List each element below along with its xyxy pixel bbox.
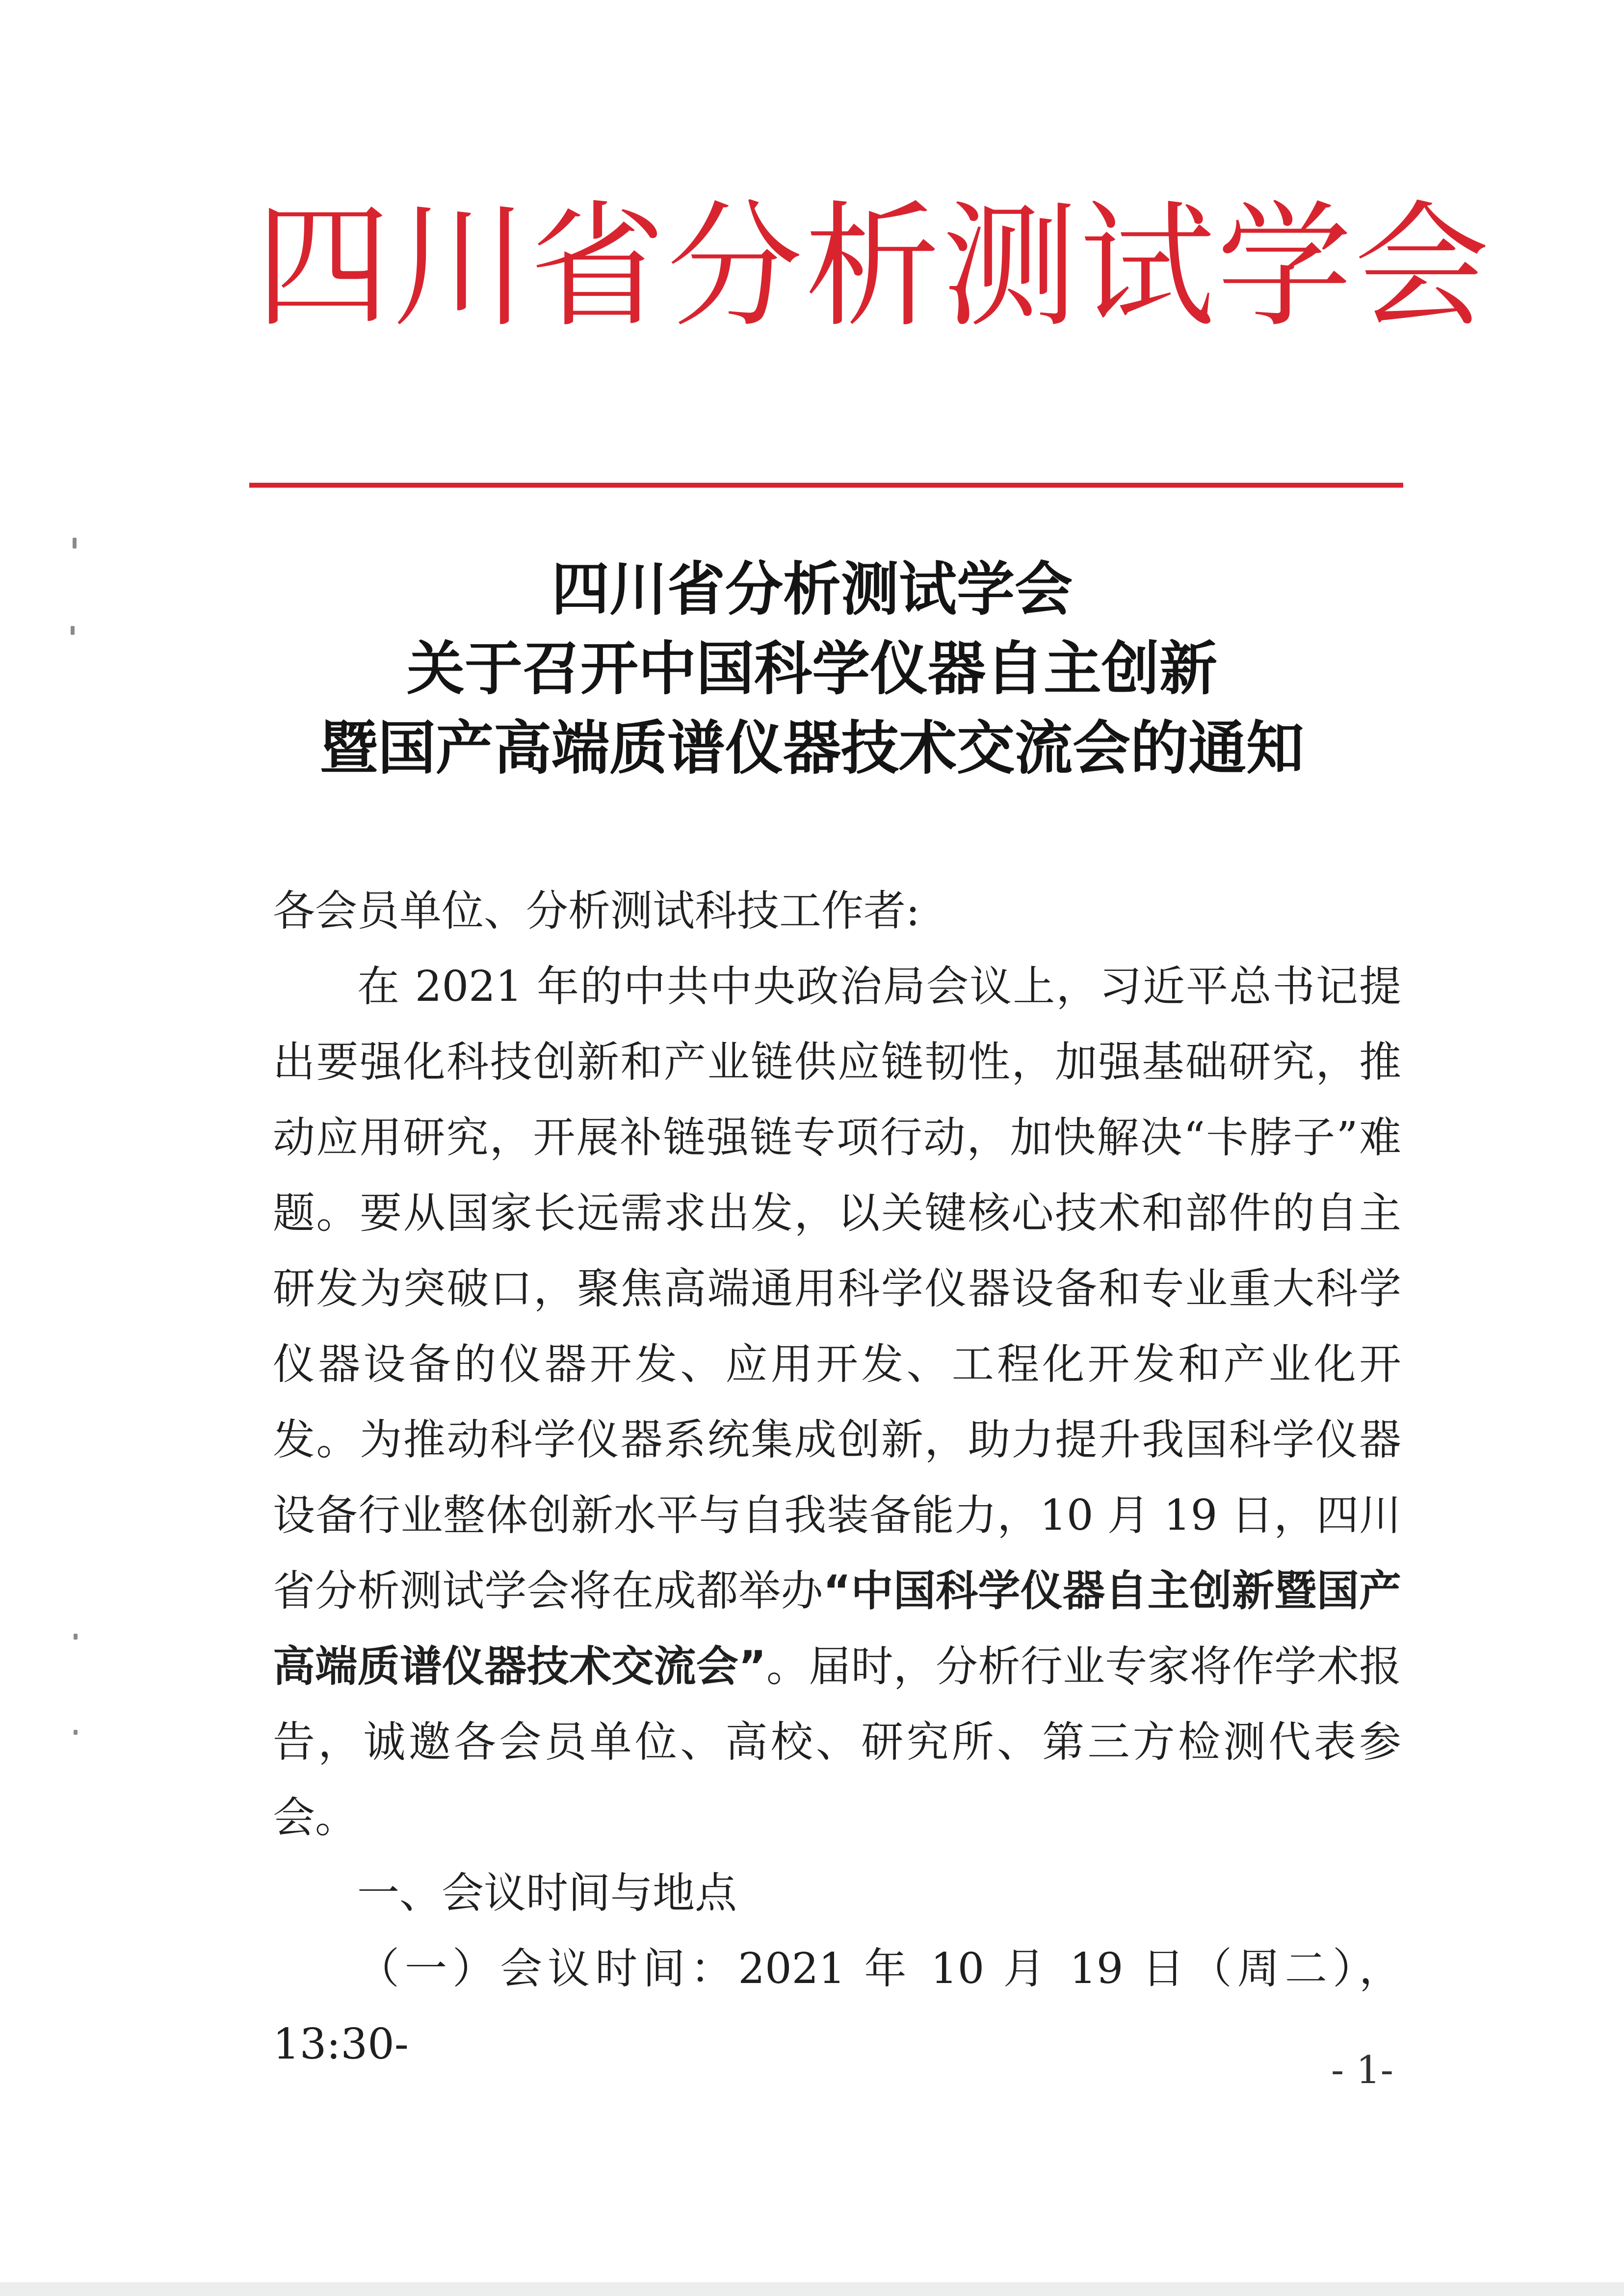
page-number: - 1- xyxy=(1331,2048,1393,2092)
paragraph-text: 在 2021 年的中共中央政治局会议上，习近平总书记提出要强化科技创新和产业链供应链韧性，加强基础研究，推动应用研究，开展补链强链专项行动，加快解决“卡脖子”难题。要从国家长远需求出发，以关键核心技术和部件的自主研发为突破口，聚焦高端通用科学仪器设备和专业重大科学仪器设备的仪器开发、应用开发、工程化开发和产业化开发。为推动科学仪器系统集成创新，助力提升我国科学仪器设备行业整体创新水平与自我装备能力，10 月 19 日，四川省分析测试学会将在成都举办 xyxy=(273,962,1401,1616)
title-line-2: 关于召开中国科学仪器自主创新 xyxy=(406,634,1217,703)
event-name-emphasis: “中国科学仪器自主创新暨国产高端质谱仪器技术交流会” xyxy=(273,1566,1401,1691)
section-heading-1: 一、会议时间与地点 xyxy=(357,1869,737,1918)
title-line-1: 四川省分析测试学会 xyxy=(551,555,1073,623)
salutation: 各会员单位、分析测试科技工作者: xyxy=(273,887,920,936)
title-line-3: 暨国产高端质谱仪器技术交流会的通知 xyxy=(319,714,1304,782)
scan-mark xyxy=(73,538,77,548)
scan-bottom-edge xyxy=(0,2282,1624,2296)
notice-body xyxy=(273,873,1401,2082)
scan-mark xyxy=(74,1634,78,1640)
notice-title xyxy=(206,549,1418,788)
red-header-rule xyxy=(249,483,1403,488)
meeting-time-item: （一）会议时间：2021 年 10 月 19 日（周二），13:30- xyxy=(273,1944,1401,2069)
masthead-title: 四川省分析测试学会 xyxy=(255,188,1492,346)
paragraph-text-continued: 。届时，分析行业专家将作学术报告，诚邀各会员单位、高校、研究所、第三方检测代表参会。 xyxy=(273,1642,1401,1842)
scan-mark xyxy=(74,1730,78,1735)
scan-mark xyxy=(71,626,75,635)
body-paragraph-1 xyxy=(273,949,1401,1855)
